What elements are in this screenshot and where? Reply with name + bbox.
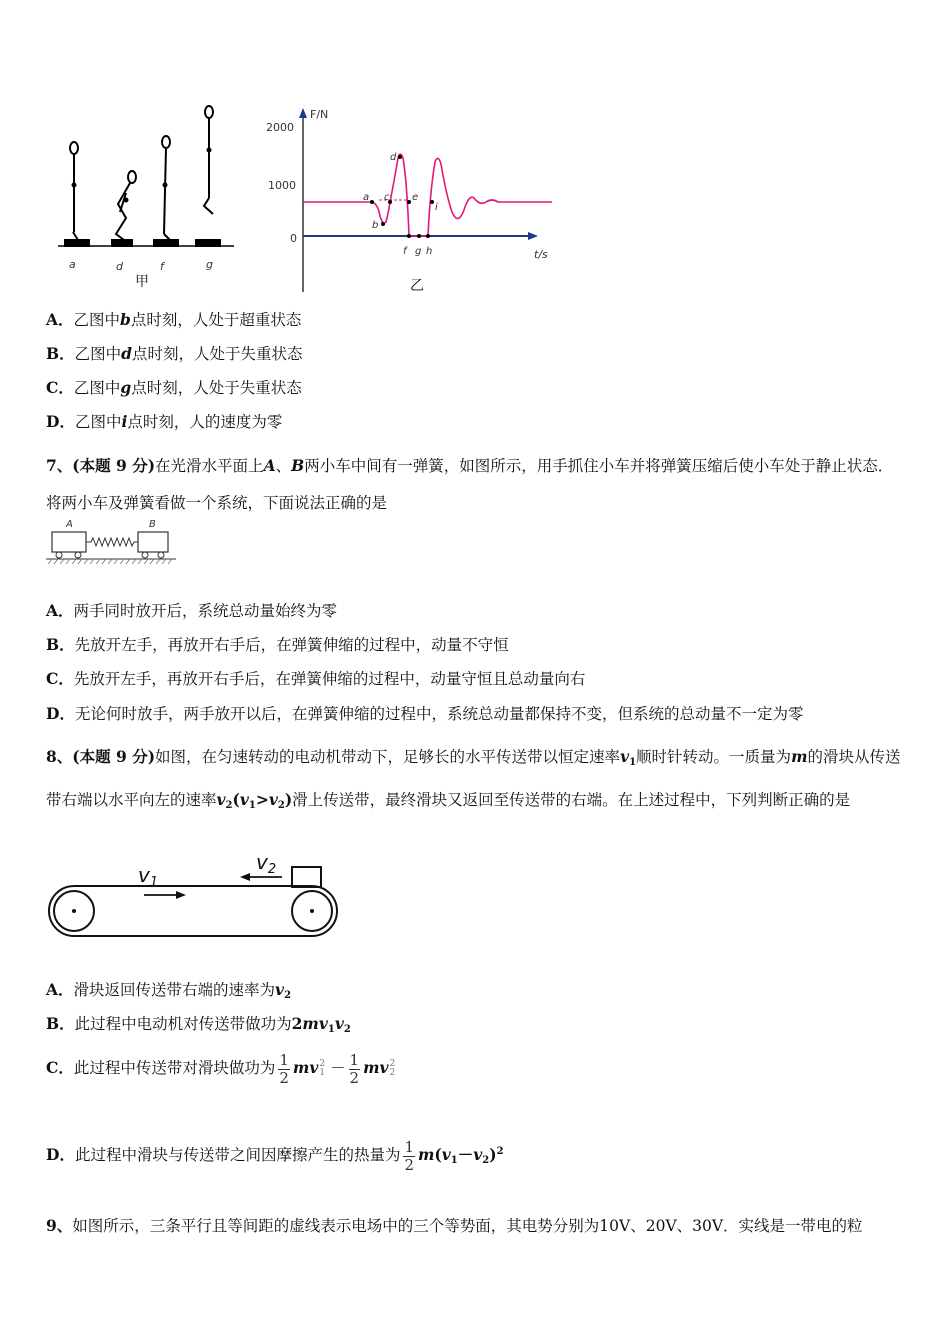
q8-option-b: B．此过程中电动机对传送带做功为$2mv_1v_2$ [46, 1014, 351, 1035]
fraction-half: $\frac{1}{2}$ [349, 1050, 360, 1087]
point-f: f [403, 246, 407, 257]
axis-label-t: t/s [534, 248, 548, 261]
figure-jia [56, 100, 238, 290]
point-g: g [415, 246, 422, 257]
label-v2: $v_2$ [256, 850, 277, 877]
figure-carts [44, 516, 178, 566]
q6-option-b: B．乙图中d点时刻，人处于失重状态 [46, 344, 303, 363]
q7-stem: 7、(本题 9 分)在光滑水平面上A、B两小车中间有一弹簧，如图所示，用手抓住小车并将弹簧压缩后使小车处于静止状态．将两小车及弹簧看做一个系统，下面说法正确的是 [46, 456, 894, 512]
fraction-half: $\frac{1}{2}$ [279, 1050, 289, 1087]
q6-option-a: A．乙图中b点时刻，人处于超重状态 [46, 310, 302, 329]
point-i: i [435, 202, 438, 213]
point-d: d [390, 152, 397, 163]
axis-label-f: F/N [310, 108, 329, 121]
figure-conveyor [48, 850, 338, 945]
q8-stem: 8、(本题 9 分)如图，在匀速转动的电动机带动下，足够长的水平传送带以恒定速率$v_1$顺时针转动。一质量为m的滑块从传送带右端以水平向左的速率$v_2(v_1>v_2)$滑上传送带，最终滑块又返回至传送带的右端。在上述过程中，下列判断正确的是 [46, 747, 901, 811]
fraction-half: $\frac{1}{2}$ [404, 1137, 415, 1174]
q6-option-d: D．乙图中i点时刻，人的速度为零 [46, 412, 283, 431]
q7-option-a: A．两手同时放开后，系统总动量始终为零 [46, 601, 338, 620]
tick-2000: 2000 [266, 121, 294, 134]
jia-label-f: f [160, 260, 164, 273]
yi-caption: 乙 [410, 278, 424, 294]
q8-option-c: C．此过程中传送带对滑块做功为 $\frac{1}{2}$ mv 2 1 － $\frac{1}{2}$ mv 2 2 [46, 1050, 396, 1087]
point-h: h [426, 246, 433, 257]
point-c: c [384, 192, 390, 203]
q7-option-b: B．先放开左手，再放开右手后，在弹簧伸缩的过程中，动量不守恒 [46, 635, 509, 654]
q9-stem: 9、如图所示，三条平行且等间距的虚线表示电场中的三个等势面，其电势分别为10V、20V、30V．实线是一带电的粒 [46, 1216, 863, 1235]
point-a: a [363, 192, 370, 203]
jia-label-d: d [116, 260, 123, 273]
q8-option-a: A．滑块返回传送带右端的速率为$v_2$ [46, 980, 292, 1001]
q7-option-c: C．先放开左手，再放开右手后，在弹簧伸缩的过程中，动量守恒且总动量向右 [46, 669, 586, 688]
cart-label-a: A [66, 519, 73, 530]
point-b: b [372, 220, 379, 231]
figure-yi [262, 102, 562, 294]
cart-label-b: B [149, 519, 156, 530]
tick-0: 0 [290, 232, 297, 245]
jia-caption: 甲 [135, 274, 149, 290]
jia-label-a: a [69, 258, 76, 271]
point-e: e [412, 192, 419, 203]
q8-option-d: D．此过程中滑块与传送带之间因摩擦产生的热量为 $\frac{1}{2}$ $m(v_1-v_2)^2$ [46, 1137, 504, 1174]
tick-1000: 1000 [268, 179, 296, 192]
label-v1: $v_1$ [138, 863, 159, 890]
q7-option-d: D．无论何时放手，两手放开以后，在弹簧伸缩的过程中，系统总动量都保持不变，但系统的总动量不一定为零 [46, 704, 804, 723]
jia-label-g: g [206, 258, 213, 271]
q6-option-c: C．乙图中g点时刻，人处于失重状态 [46, 378, 302, 397]
